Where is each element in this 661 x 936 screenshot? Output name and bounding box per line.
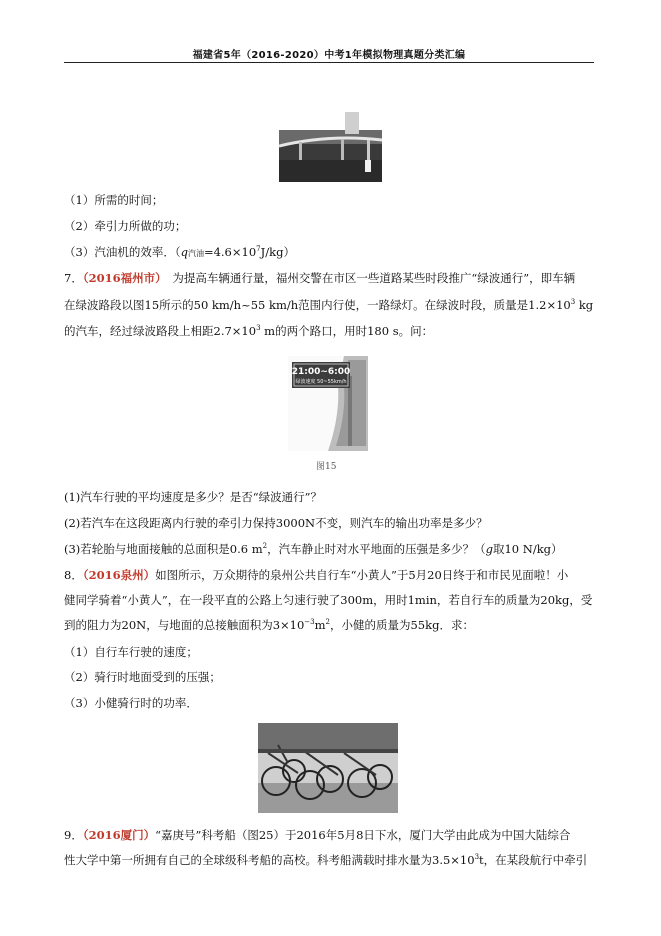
page-header: 福建省5年（2016-2020）中考1年模拟物理真题分类汇编 bbox=[192, 50, 466, 61]
q7-sub2: (2)若汽车在这段距离内行驶的牵引力保持3000N不变，则汽车的输出功率是多少？ bbox=[64, 516, 488, 530]
q7-sub1: (1)汽车行驶的平均速度是多少？是否“绿波通行”？ bbox=[64, 490, 323, 504]
q8-line2: 健同学骑着“小黄人”，在一段平直的公路上匀速行驶了300m，用时1min，若自行车的质量为20kg，受 bbox=[64, 593, 593, 607]
q6-sub2: （2）牵引力所做的功； bbox=[64, 219, 187, 233]
q7-figure-caption: 图15 bbox=[316, 462, 337, 472]
green-wave-sign-figure bbox=[288, 356, 368, 451]
q9-line2: 性大学中第一所拥有自己的全球级科考船的高校。科考船满载时排水量为$3.5\times 10^3t$，在某段航行中牵引 bbox=[64, 853, 588, 867]
q9-source: （2016厦门） bbox=[82, 828, 156, 842]
q7-line3: 的汽车，经过绿波路段上相距$2.7\times 10^3$ m的两个路口，用时180 s。问： bbox=[64, 324, 434, 338]
q7-source: （2016福州市） bbox=[82, 271, 161, 285]
q7-line2: 在绿波路段以图15所示的50 km/h~55 km/h范围内行使，一路绿灯。在绿波时段，质量是$1.2\times 10^3$ kg bbox=[64, 298, 594, 312]
q8-line1: 8．（2016泉州）如图所示，万众期待的泉州公共自行车“小黄人”于5月20日终于和市民见面啦！小 bbox=[64, 568, 569, 582]
q9-line1: 9．（2016厦门）“嘉庚号”科考船（图25）于2016年5月8日下水，厦门大学由此成为中国大陆综合 bbox=[64, 828, 571, 842]
q8-sub1: （1）自行车行驶的速度； bbox=[64, 645, 198, 659]
q8-sub3: （3）小健骑行时的功率． bbox=[64, 696, 198, 710]
q8-sub2: （2）骑行时地面受到的压强； bbox=[64, 670, 221, 684]
q7-sub3: (3)若轮胎与地面接触的总面积是0.6 $m^2$，汽车静止时对水平地面的压强是多少？（g取10 N/kg） bbox=[64, 542, 563, 556]
q6-sub3: （3）汽油机的效率．（q汽油$=4.6\times 10^7J/kg$） bbox=[64, 245, 295, 259]
header-rule bbox=[64, 62, 594, 63]
bicycles-photo bbox=[258, 723, 398, 813]
q7-line1: 7．（2016福州市） 为提高车辆通行量，福州交警在市区一些道路某些时段推广“绿波通行”，即车辆 bbox=[64, 271, 576, 285]
sign-speed: 绿波速度 50~55km/h bbox=[295, 379, 347, 385]
q8-line3: 到的阻力为20N，与地面的总接触面积为$3\times 10^{-3}m^2$，小健的质量为55kg．求： bbox=[64, 618, 474, 632]
q6-sub1: （1）所需的时间； bbox=[64, 193, 164, 207]
q8-source: （2016泉州） bbox=[82, 568, 156, 582]
sign-time: 21:00~6:00 bbox=[291, 367, 351, 377]
bridge-photo bbox=[279, 112, 382, 182]
